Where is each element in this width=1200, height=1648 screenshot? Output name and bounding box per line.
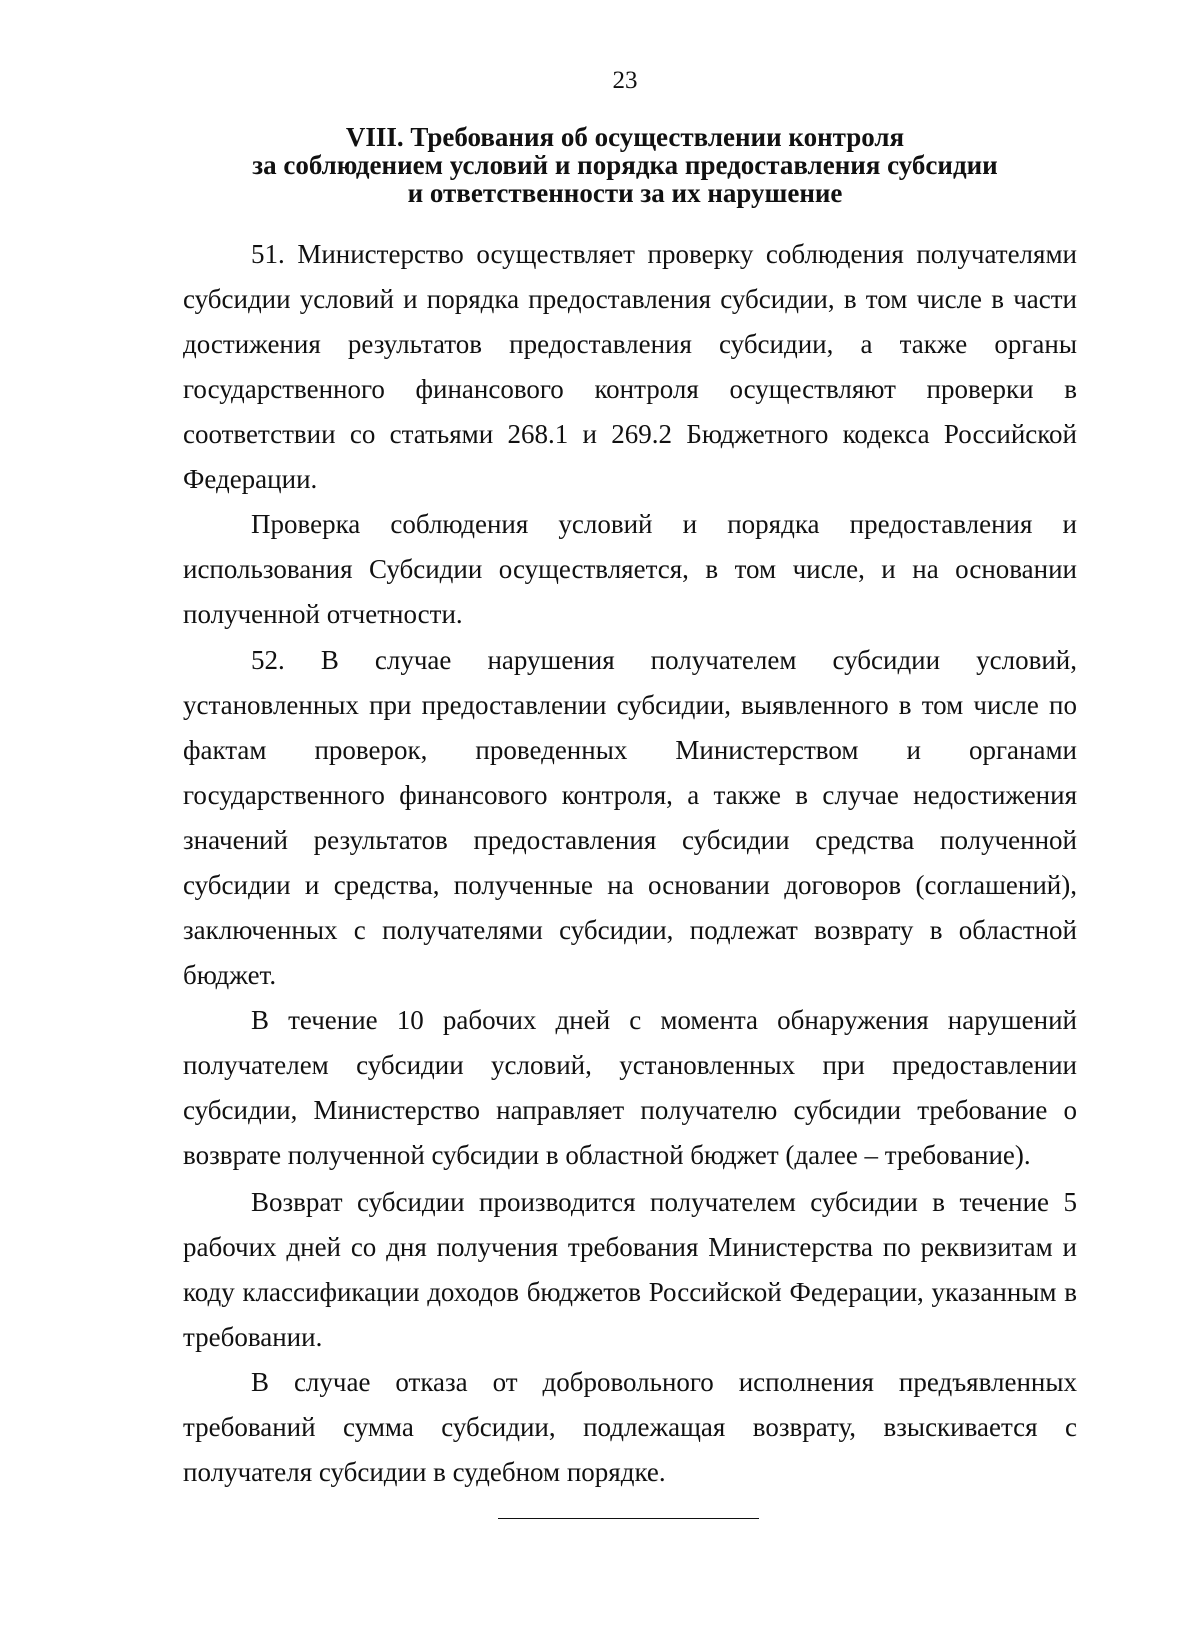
section-heading-line: за соблюдением условий и порядка предоставления субсидии bbox=[252, 150, 998, 180]
paragraph-51-continued bbox=[183, 502, 1077, 637]
section-heading-line: и ответственности за их нарушение bbox=[407, 178, 843, 208]
section-heading-line: VIII. Требования об осуществлении контроля bbox=[345, 122, 905, 152]
page-number: 23 bbox=[612, 67, 638, 94]
paragraph-text: В течение 10 рабочих дней с момента обнаружения нарушений получателем субсидии условий, установленных при предоставлении субсидии, Министерство направляет получателю субсидии требование о возврате полученной субсидии в областной бюджет (далее – требование). bbox=[183, 1005, 1077, 1170]
paragraph-52 bbox=[183, 638, 1077, 998]
paragraph-51 bbox=[183, 232, 1077, 502]
paragraph-text: Проверка соблюдения условий и порядка предоставления и использования Субсидии осуществляется, в том числе, и на основании полученной отчетности. bbox=[183, 509, 1077, 629]
end-divider bbox=[498, 1518, 759, 1519]
paragraph-text: В случае отказа от добровольного исполнения предъявленных требований сумма субсидии, подлежащая возврату, взыскивается с получателя субсидии в судебном порядке. bbox=[183, 1367, 1077, 1487]
paragraph-text: 51. Министерство осуществляет проверку соблюдения получателями субсидии условий и порядка предоставления субсидии, в том числе в части достижения результатов предоставления субсидии, а также органы государственного финансового контроля осуществляют проверки в соответствии со статьями 268.1 и 269.2 Бюджетного кодекса Российской Федерации. bbox=[183, 239, 1077, 494]
paragraph-52-refund bbox=[183, 1180, 1077, 1360]
section-heading bbox=[0, 123, 1200, 207]
paragraph-52-court bbox=[183, 1360, 1077, 1495]
paragraph-text: 52. В случае нарушения получателем субсидии условий, установленных при предоставлении субсидии, выявленного в том числе по фактам проверок, проведенных Министерством и органами государственного финансового контроля, а также в случае недостижения значений результатов предоставления субсидии средства полученной субсидии и средства, полученные на основании договоров (соглашений), заключенных с получателями субсидии, подлежат возврату в областной бюджет. bbox=[183, 645, 1077, 990]
paragraph-text: Возврат субсидии производится получателем субсидии в течение 5 рабочих дней со дня получения требования Министерства по реквизитам и коду классификации доходов бюджетов Российской Федерации, указанным в требовании. bbox=[183, 1187, 1077, 1352]
paragraph-52-notice bbox=[183, 998, 1077, 1178]
